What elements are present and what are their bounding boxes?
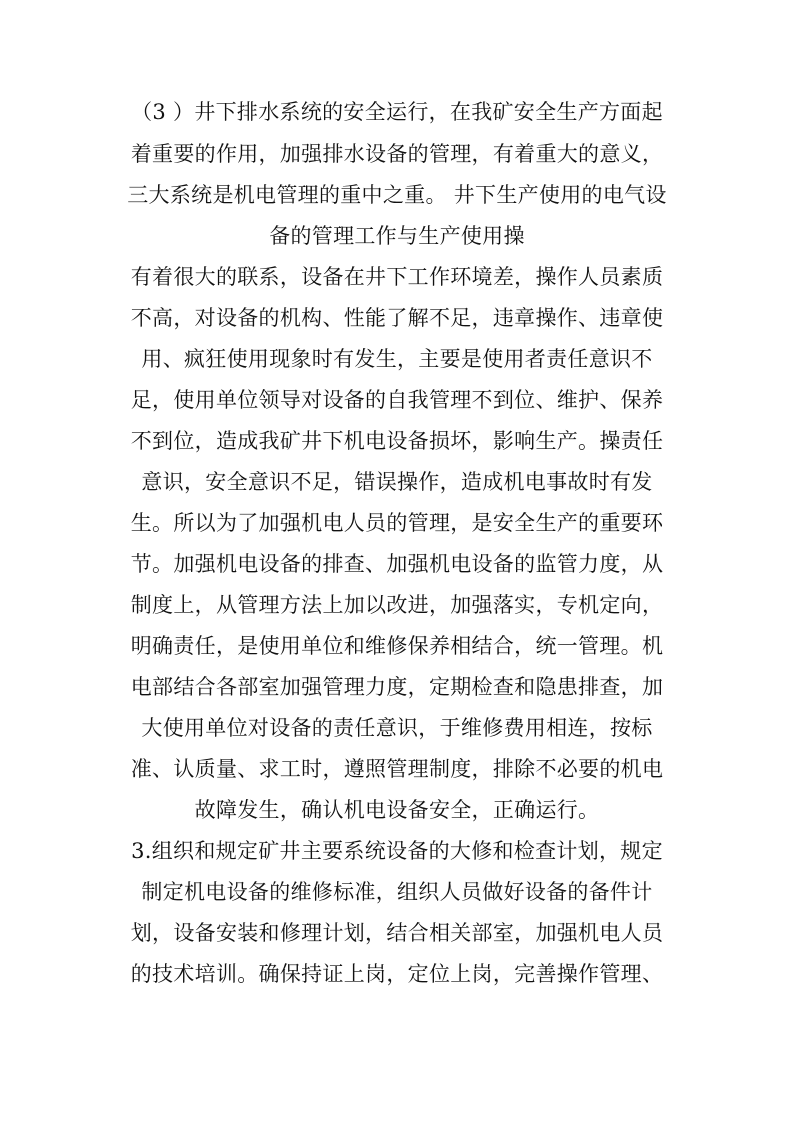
text-line-9: 不到位，造成我矿井下机电设备损坏，影响生产。操责任: [130, 429, 664, 453]
text-line-13: 制度上，从管理方法上加以改进，加强落实，专机定向，: [130, 593, 664, 617]
text-line-16: 大使用单位对设备的责任意识，于维修费用相连，按标: [141, 716, 653, 740]
text-line-5: 有着很大的联系，设备在井下工作环境差，操作人员素质: [130, 265, 664, 289]
text-line-1: （3 ）井下排水系统的安全运行，在我矿安全生产方面起: [131, 100, 663, 124]
text-line-19: 3.组织和规定矿井主要系统设备的大修和检查计划，规定: [131, 839, 663, 863]
text-line-7: 用、疯狂使用现象时有发生，主要是使用者责任意识不: [141, 347, 653, 371]
text-line-8: 足，使用单位领导对设备的自我管理不到位、维护、保养: [130, 388, 664, 412]
text-line-17: 准、认质量、求工时，遵照管理制度，排除不必要的机电: [130, 757, 664, 781]
text-line-18: 故障发生，确认机电设备安全，正确运行。: [194, 798, 600, 822]
text-line-22: 的技术培训。确保持证上岗，定位上岗，完善操作管理、: [130, 962, 664, 986]
text-line-12: 节。加强机电设备的排查、加强机电设备的监管力度，从: [130, 552, 664, 576]
text-line-21: 划，设备安装和修理计划，结合相关部室，加强机电人员: [130, 921, 664, 945]
text-line-4: 备的管理工作与生产使用操: [269, 224, 525, 248]
text-line-6: 不高，对设备的机构、性能了解不足，违章操作、违章使: [130, 306, 664, 330]
text-line-14: 明确责任，是使用单位和维修保养相结合，统一管理。机: [130, 634, 664, 658]
text-line-10: 意识，安全意识不足，错误操作，造成机电事故时有发: [141, 470, 653, 494]
text-line-3: 三大系统是机电管理的重中之重。 井下生产使用的电气设: [127, 183, 667, 207]
text-line-20: 制定机电设备的维修标准，组织人员做好设备的备件计: [141, 880, 653, 904]
text-line-11: 生。所以为了加强机电人员的管理，是安全生产的重要环: [130, 511, 664, 535]
text-line-2: 着重要的作用，加强排水设备的管理，有着重大的意义，: [130, 142, 664, 166]
text-line-15: 电部结合各部室加强管理力度，定期检查和隐患排查，加: [130, 675, 664, 699]
